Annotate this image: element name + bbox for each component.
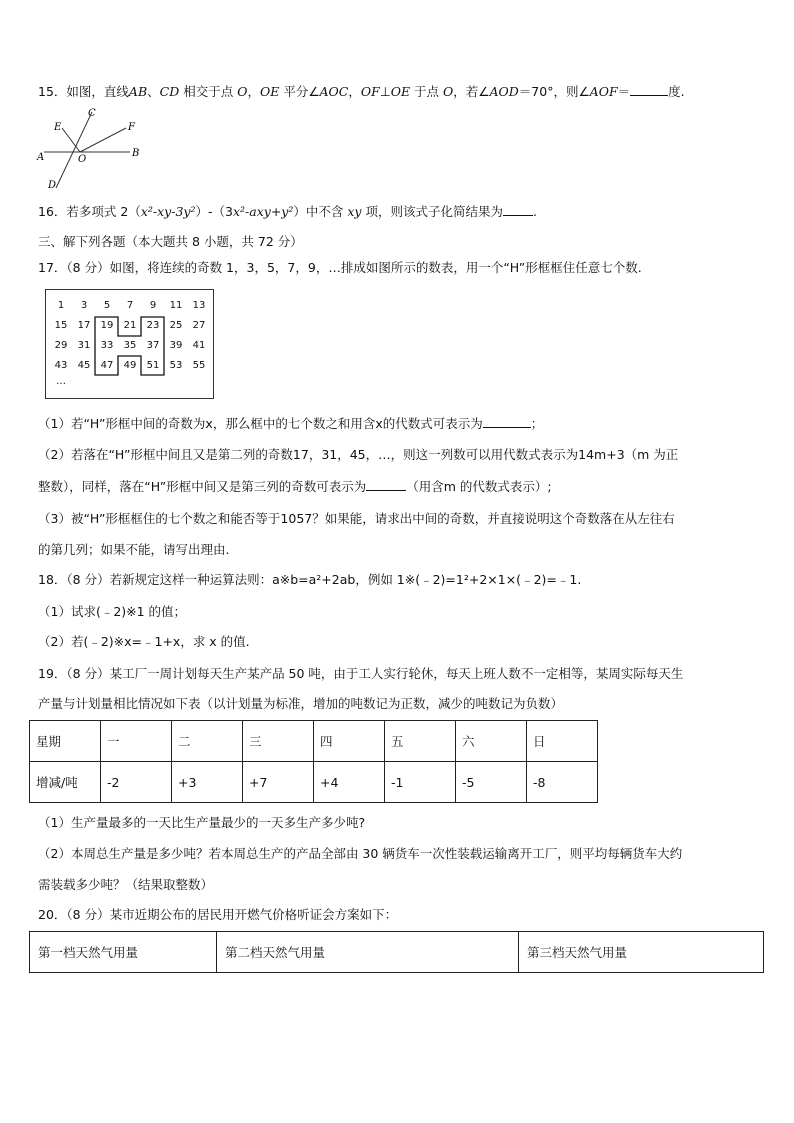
grid-cell: 45 [77, 360, 91, 371]
q17-intro: 17．（8 分）如图，将连续的奇数 1，3，5，7，9，…排成如图所示的数表，用一个“H”形框框住任意七个数. [38, 260, 642, 275]
grid-cell: 27 [192, 320, 206, 331]
grid-cell: 29 [54, 340, 68, 351]
label-e: E [54, 122, 62, 133]
table-cell: 五 [385, 721, 456, 762]
table-row [30, 721, 598, 762]
q19-line2: 产量与计划量相比情况如下表（以计划量为标准，增加的吨数记为正数，减少的吨数记为负数） [38, 696, 564, 711]
grid-cell: 23 [146, 320, 160, 331]
table-cell: +4 [314, 762, 385, 803]
q18-intro: 18．（8 分）若新规定这样一种运算法则：a※b=a²+2ab，例如 1※(﹣2)=1²+2×1×(﹣2)=﹣1. [38, 572, 582, 587]
section-heading: 三、解下列各题（本大题共 8 小题，共 72 分） [38, 234, 303, 249]
grid-cell: 1 [57, 300, 65, 311]
q16-text: 16．若多项式 2（x²-xy-3y²）-（3x²-axy+y²）中不含 xy 项，则该式子化简结果为 . [38, 204, 537, 219]
grid-cell: 41 [192, 340, 206, 351]
table-row [30, 932, 764, 973]
table-cell: 一 [101, 721, 172, 762]
grid-cell: 7 [126, 300, 134, 311]
table-cell: -8 [527, 762, 598, 803]
grid-cell: 11 [169, 300, 183, 311]
gas-price-table [29, 931, 764, 973]
table-cell: +7 [243, 762, 314, 803]
table-cell: -5 [456, 762, 527, 803]
grid-cell: 5 [103, 300, 111, 311]
grid-cell: 13 [192, 300, 206, 311]
grid-cell: 15 [54, 320, 68, 331]
table-cell: 第二档天然气用量 [217, 932, 519, 973]
grid-cell: 3 [80, 300, 88, 311]
q17-part1: （1）若“H”形框中间的奇数为x，那么框中的七个数之和用含x的代数式可表示为 ； [38, 416, 544, 431]
table-cell: 日 [527, 721, 598, 762]
table-cell: -1 [385, 762, 456, 803]
label-f: F [128, 122, 135, 133]
q17-part2a: （2）若落在“H”形框中间且又是第二列的奇数17，31，45，…，则这一列数可以用代数式表示为14m+3（m 为正 [38, 447, 679, 462]
grid-cell: 25 [169, 320, 183, 331]
grid-cell: 21 [123, 320, 137, 331]
label-a: A [37, 152, 45, 163]
q19-line1: 19．（8 分）某工厂一周计划每天生产某产品 50 吨，由于工人实行轮休，每天上班人数不一定相等，某周实际每天生 [38, 666, 684, 681]
odd-number-grid [45, 289, 214, 399]
q15-text: 15．如图，直线AB、CD 相交于点 O，OE 平分∠AOC，OF⊥OE 于点 O，若∠AOD＝70°，则∠AOF＝ 度. [38, 84, 685, 99]
grid-ellipsis: … [56, 376, 66, 387]
answer-blank[interactable] [366, 477, 406, 491]
grid-cell: 35 [123, 340, 137, 351]
q19-part2a: （2）本周总生产量是多少吨？若本周总生产的产品全部由 30 辆货车一次性装载运输离开工厂，则平均每辆货车大约 [38, 846, 683, 861]
grid-cell: 33 [100, 340, 114, 351]
table-cell: 四 [314, 721, 385, 762]
q18-part1: （1）试求(﹣2)※1 的值； [38, 604, 187, 619]
grid-cell: 19 [100, 320, 114, 331]
grid-cell: 55 [192, 360, 206, 371]
table-cell: +3 [172, 762, 243, 803]
grid-cell: 9 [149, 300, 157, 311]
q19-part2b: 需装载多少吨？（结果取整数） [38, 877, 214, 892]
grid-cell: 39 [169, 340, 183, 351]
q17-part3b: 的第几列；如果不能，请写出理由. [38, 542, 230, 557]
grid-cell: 51 [146, 360, 160, 371]
angle-figure [34, 106, 144, 192]
table-cell: 六 [456, 721, 527, 762]
label-d: D [48, 180, 57, 191]
grid-cell: 53 [169, 360, 183, 371]
grid-cell: 47 [100, 360, 114, 371]
grid-cell: 37 [146, 340, 160, 351]
answer-blank[interactable] [503, 202, 533, 216]
answer-blank[interactable] [483, 414, 531, 428]
q18-part2: （2）若(﹣2)※x=﹣1+x，求 x 的值. [38, 634, 250, 649]
table-cell: -2 [101, 762, 172, 803]
label-b: B [132, 148, 140, 159]
grid-cell: 43 [54, 360, 68, 371]
grid-cell: 17 [77, 320, 91, 331]
grid-cell: 49 [123, 360, 137, 371]
answer-blank[interactable] [630, 82, 668, 96]
table-cell: 星期 [30, 721, 101, 762]
table-cell: 增减/吨 [30, 762, 101, 803]
table-cell: 第三档天然气用量 [519, 932, 764, 973]
table-cell: 三 [243, 721, 314, 762]
q17-part2b: 整数），同样，落在“H”形框中间又是第三列的奇数可表示为 （用含m 的代数式表示）; [38, 479, 552, 494]
table-row [30, 762, 598, 803]
label-c: C [88, 108, 96, 119]
grid-cell: 31 [77, 340, 91, 351]
h-frame [46, 290, 213, 398]
q17-part3a: （3）被“H”形框框住的七个数之和能否等于1057？如果能，请求出中间的奇数，并直接说明这个奇数落在从左往右 [38, 511, 675, 526]
table-cell: 第一档天然气用量 [30, 932, 217, 973]
table-cell: 二 [172, 721, 243, 762]
production-table [29, 720, 598, 803]
q20-intro: 20．（8 分）某市近期公布的居民用开燃气价格听证会方案如下： [38, 907, 398, 922]
q19-part1: （1）生产量最多的一天比生产量最少的一天多生产多少吨? [38, 815, 366, 830]
label-o: O [78, 154, 87, 165]
